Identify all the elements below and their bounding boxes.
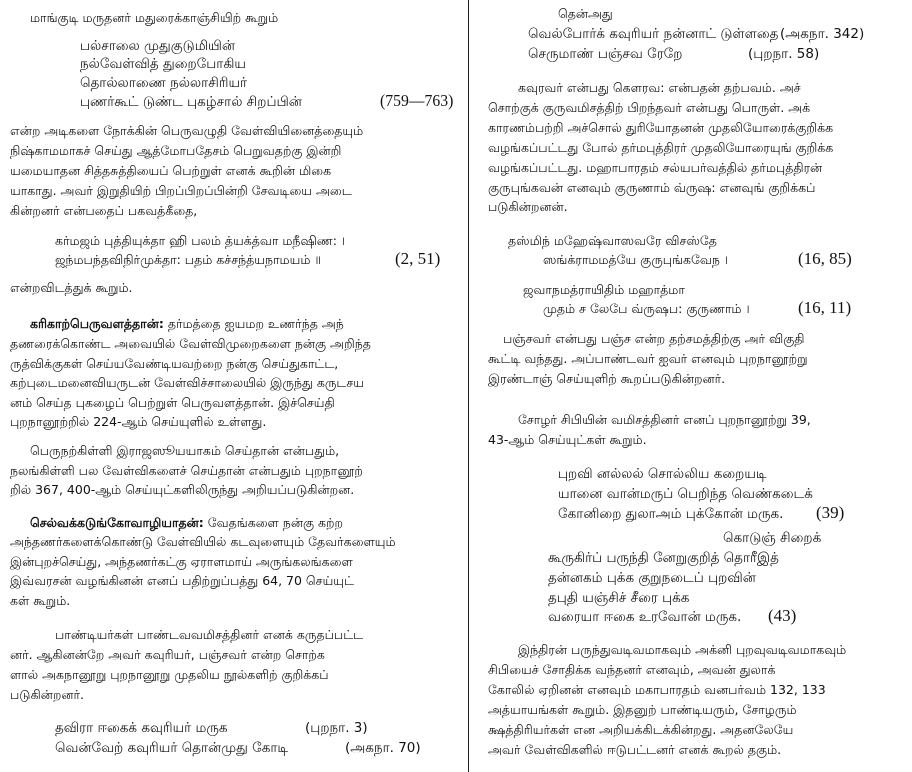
para1-line: கின்றனர் என்பதைப் பகவத்கீதை, bbox=[10, 203, 198, 218]
sloka-ref: (2, 51) bbox=[395, 249, 441, 268]
verse-top-line: செருமாண் பஞ்சவ ரேறே bbox=[528, 46, 683, 62]
column-divider bbox=[468, 0, 469, 772]
sloka1-line: ஸங்க்ராமமத்யே குருபுங்கவேந । bbox=[543, 252, 729, 267]
sloka2-line: முதம் ச லேபே வ்ருஷப: குருணாம் । bbox=[543, 301, 750, 316]
perunar-line: நலங்கிள்ளி பல வேள்விகளைச் செய்தான் என்பதும் புறநானூற் bbox=[10, 463, 363, 478]
selva-label: செல்வக்கடுங்கோவாழியாதன்: bbox=[30, 515, 204, 530]
sloka-line: ஜந்மபந்தவிநிர்முக்தா: பதம் கச்சந்த்யநாமயம் ॥ bbox=[55, 252, 321, 267]
gaurava-line: காரணம்பற்றி அச்சொல் துரியோதனன் முதலியோரைக்குறிக்க bbox=[488, 120, 834, 135]
verse1-line: நல்வேள்வித் துறைபோகிய bbox=[80, 56, 246, 72]
final-line: கோலில் ஏறினன் எனவும் மகாபாரதம் வனபர்வம் 132, 133 bbox=[488, 682, 826, 697]
verse1-ref: (759—763) bbox=[380, 91, 454, 110]
para1-line: யாகாது. அவர் இறுதியிற் பிறப்பிறப்பின்றி சேவடியை அடை bbox=[10, 183, 352, 198]
karikal-label: கரிகாற்பெருவளத்தான்: bbox=[30, 316, 164, 331]
selva-line: இவ்வரசன் வழங்கினன் எனப் பதிற்றுப்பத்து 64, 70 செய்யுட் bbox=[10, 573, 354, 588]
final-line: க்ஷத்திரியர்கள் என அறியக்கிடக்கின்றது. அதனலேயே bbox=[488, 722, 794, 737]
verse43-ref: (43) bbox=[768, 606, 797, 625]
verse1-line: பல்சாலை முதுகுடுமியின் bbox=[80, 38, 235, 54]
verse43-line: கூருகிர்ப் பருந்தி னேறுகுறித் தொரீஇத் bbox=[548, 550, 779, 566]
gaurava-line: வழங்கப்பட்டது போல் தர்மபுத்திரர் முதலியோரையுங் குறிக்க bbox=[488, 140, 834, 155]
perunar-line: பெருநற்கிள்ளி இராஜஸூயயாகம் செய்தான் என்பதும், bbox=[30, 443, 340, 458]
verse39-line: புறவி னல்லல் சொல்லிய கறையடி bbox=[558, 466, 767, 482]
karikal-line: ருத்விக்குகள் செய்யவேண்டியவற்றை நன்கு செய்துகாட்ட, bbox=[10, 356, 339, 371]
selva-line: இன்புறச்செய்து, அந்தணர்கட்கு ஏராளமாய் அருங்கலங்களை bbox=[10, 554, 353, 569]
intro-line: மாங்குடி மருதனர் மதுரைக்காஞ்சியிற் கூறும் bbox=[30, 10, 279, 25]
selva-line: கள் கூறும். bbox=[10, 593, 71, 608]
karikal-first-line bbox=[30, 316, 344, 332]
karikal-text: தர்மத்தை ஐயமற உணர்ந்த அந் bbox=[167, 316, 344, 331]
karikal-line: கற்புடைமனைவியருடன் வேள்விச்சாலையில் இருந்து கருடசய bbox=[10, 375, 364, 390]
verse2-ref: (புறநா. 3) bbox=[305, 720, 368, 736]
pandya-line: படுகின்றனர். bbox=[10, 687, 84, 702]
panchava-line: இரண்டாஞ் செய்யுளிற் கூறப்படுகின்றனர். bbox=[488, 371, 726, 386]
top-fragment: தென்அது bbox=[558, 6, 613, 21]
pandya-line: னர். ஆகினன்றே அவர் கவுரியர், பஞ்சவர் என்ற சொற்க bbox=[10, 647, 325, 662]
karikal-line: தணரைக்கொண்ட அவையில் வேள்விமுறைகளை நன்கு அறிந்த bbox=[10, 336, 371, 351]
verse2-ref: (அகநா. 70) bbox=[345, 740, 421, 756]
gaurava-line: சொற்குக் குருவமிசத்திற் பிறந்தவர் என்பது பொருள். அக் bbox=[488, 100, 811, 115]
verse-top-ref: (புறநா. 58) bbox=[748, 46, 820, 62]
pandya-line: பாண்டியர்கள் பாண்டவவமிசத்தினர் எனக் கருதப்பட்ட bbox=[55, 627, 364, 642]
verse-top-ref: (அகநா. 342) bbox=[780, 26, 865, 42]
verse39-ref: (39) bbox=[816, 503, 845, 522]
panchava-line: கூட்டி வந்தது. அப்பாண்டவர் ஐவர் எனவும் புறநானூற்று bbox=[488, 351, 808, 366]
closing-line: என்றவிடத்துக் கூறும். bbox=[10, 280, 133, 295]
perunar-line: றில் 367, 400-ஆம் செய்யுட்களிலிருந்து அறியப்படுகின்றன. bbox=[10, 482, 355, 497]
verse39-line: கோனிறை துலாஅம் புக்கோன் மருக. bbox=[558, 506, 784, 522]
verse1-line: தொல்லாணை நல்லாசிரியர் bbox=[80, 75, 248, 91]
final-line: அவர் வேள்விகளில் ஈடுபட்டனர் எனக் கூறல் தகும். bbox=[488, 742, 782, 757]
final-line: அத்யாயங்கள் கூறும். இதனுற் பாண்டியரும், சோழரும் bbox=[488, 702, 797, 717]
verse2-line: தவிரா ஈகைக் கவுரியர் மருக bbox=[55, 720, 228, 736]
para1-line: நிஷ்காமமாகச் செய்து ஆத்மோபதேசம் பெறுவதற்கு இன்றி bbox=[10, 143, 342, 158]
gaurava-line: வழங்கப்பட்டது. மஹாபாரதம் சல்யபர்வத்தில் தர்மபுத்திரன் bbox=[488, 160, 823, 175]
sloka2-line: ஜவாநமத்ராயிதிம் மஹாத்மா bbox=[523, 282, 685, 297]
karikal-line: புறநானூற்றில் 224-ஆம் செய்யுளில் உள்ளது. bbox=[10, 414, 267, 429]
gaurava-line: படுகின்றனன். bbox=[488, 199, 568, 214]
verse1-line: புணர்கூட் டுண்ட புகழ்சால் சிறப்பின் bbox=[80, 94, 302, 110]
verse43-line: தன்னகம் புக்க குறுநடைப் புறவின் bbox=[548, 570, 756, 586]
sloka1-ref: (16, 85) bbox=[798, 249, 852, 268]
sloka2-ref: (16, 11) bbox=[798, 298, 852, 317]
chola-line: 43-ஆம் செய்யுட்கள் கூறும். bbox=[488, 432, 647, 447]
chola-line: சோழர் சிபியின் வமிசத்தினர் எனப் புறநானூற்று 39, bbox=[518, 412, 811, 427]
verse39-line: யானை வான்மருப் பெறிந்த வெண்கடைக் bbox=[558, 486, 813, 502]
pandya-line: ளால் அகநானூறு புறநானூறு முதலிய நூல்களிற் குறிக்கப் bbox=[10, 667, 329, 682]
para1-line: யமையாதன சித்தசுத்தியைப் பெற்றுள் எனக் கூறின் மிகை bbox=[10, 163, 332, 178]
final-line: சிபியைச் சோதிக்க வந்தனர் எனவும், அவன் துலாக் bbox=[488, 662, 776, 677]
verse-top-line: வெல்போர்க் கவுரியர் நன்னாட் டுள்ளதை bbox=[528, 26, 779, 42]
verse43-head: கொடுஞ் சிறைக் bbox=[723, 530, 822, 546]
selva-first-line bbox=[30, 515, 343, 531]
gaurava-line: கவுரவர் என்பது கௌரவ: என்பதன் தற்பவம். அச் bbox=[518, 80, 801, 95]
sloka1-line: தஸ்மிந் மஹேஷ்வாஸவரே விசஸ்தே bbox=[508, 233, 717, 248]
verse43-line: வரையா ஈகை உரவோன் மருக. bbox=[548, 609, 742, 625]
selva-line: அந்தணர்களைக்கொண்டு வேள்வியில் கடவுளையும் தேவர்களையும் bbox=[10, 534, 396, 549]
karikal-line: னம் செய்த புகழைப் பெற்றுள் பெருவளத்தான். இச்செய்தி bbox=[10, 395, 335, 410]
verse43-line: தபுதி யஞ்சிச் சீரை புக்க bbox=[548, 590, 690, 606]
para1-line: என்ற அடிகளை நோக்கின் பெருவழுதி வேள்வியினைத்தையும் bbox=[10, 123, 364, 138]
panchava-line: பஞ்சவர் என்பது பஞ்ச என்ற தற்சமத்திற்கு அர் விகுதி bbox=[503, 331, 805, 346]
selva-text: வேதங்களை நன்கு கற்ற bbox=[207, 515, 343, 530]
gaurava-line: குருபுங்கவன் எனவும் குருணாம் வ்ருஷ: எனவுங் குறிக்கப் bbox=[488, 180, 816, 195]
final-line: இந்திரன் பருந்துவடிவமாகவும் அக்னி புறவுவடிவமாகவும் bbox=[518, 642, 847, 657]
verse2-line: வென்வேற் கவுரியர் தொன்முது கோடி bbox=[55, 740, 289, 756]
sloka-line: கர்மஜம் புத்தியுக்தா ஹி பலம் த்யக்த்வா மநீஷிண: । bbox=[55, 233, 346, 248]
